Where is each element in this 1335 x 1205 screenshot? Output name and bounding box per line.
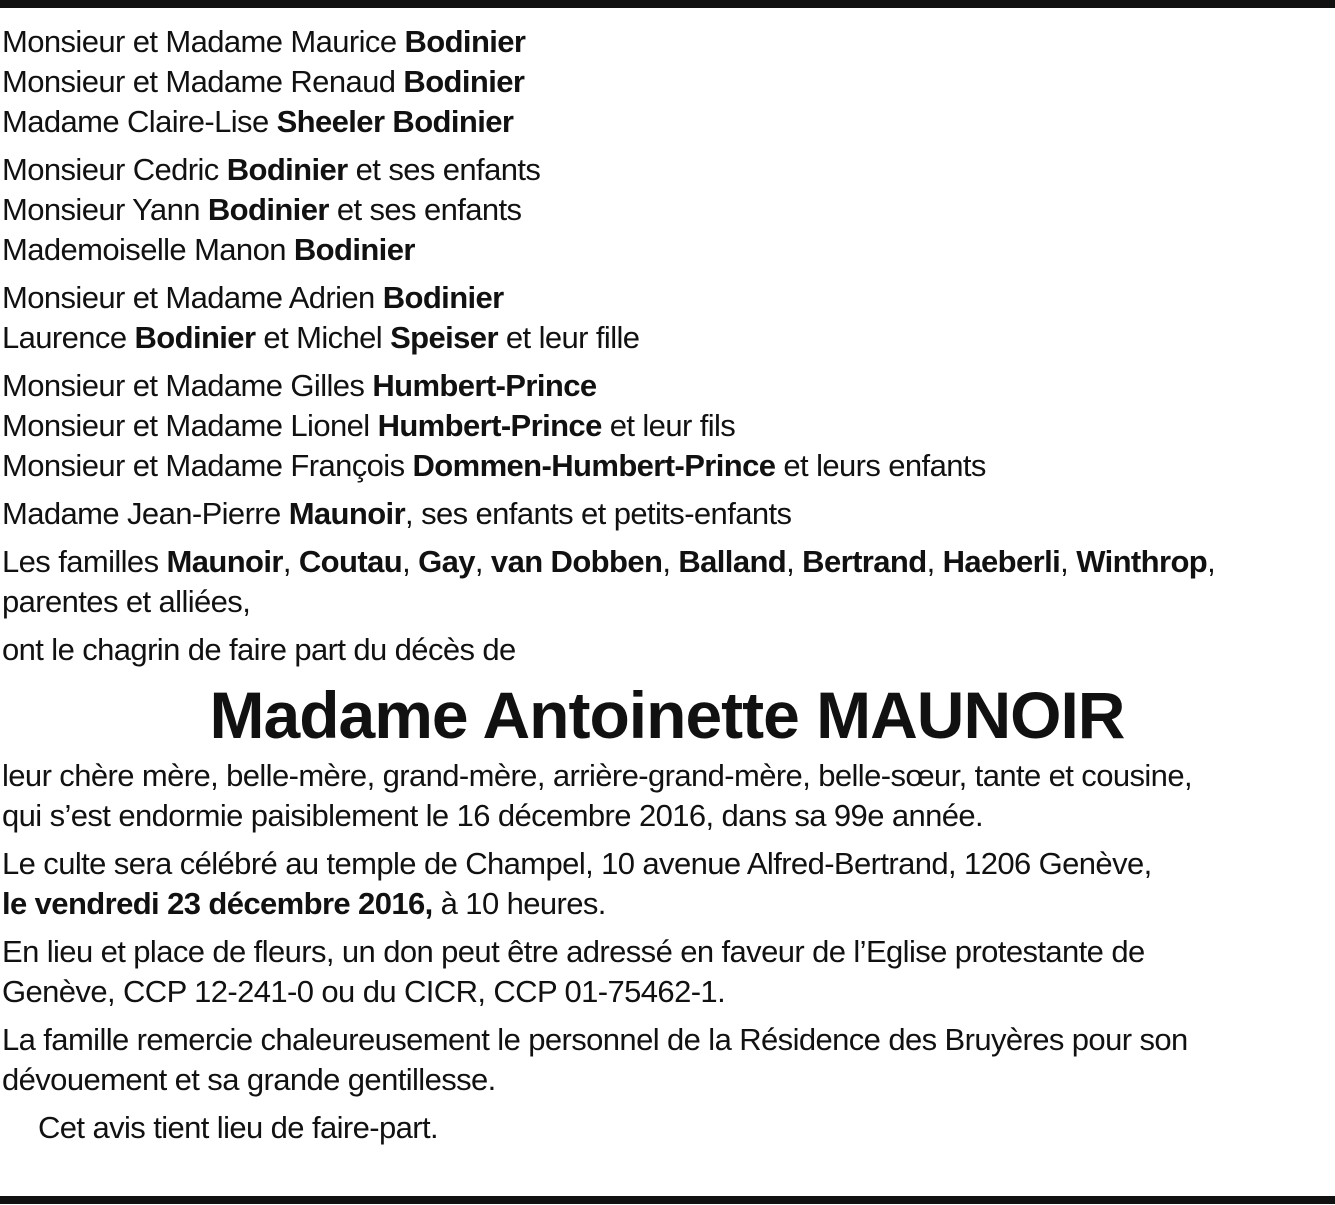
thanks-paragraph: La famille remercie chaleureusement le personnel de la Résidence des Bruyères pour son dévouement et sa grande gentillesse. <box>2 1022 1188 1097</box>
description-paragraph: leur chère mère, belle-mère, grand-mère, arrière-grand-mère, belle-sœur, tante et cousine, qui s’est endormie paisiblement le 16 décembre 2016, dans sa 99e année. <box>2 758 1192 833</box>
family-line: Madame Claire-Lise Sheeler Bodinier <box>2 104 514 139</box>
family-line: Monsieur Yann Bodinier et ses enfants <box>2 192 522 227</box>
notice-content <box>2 22 1332 1156</box>
bottom-border-rule <box>0 1196 1335 1204</box>
family-line: Monsieur et Madame Renaud Bodinier <box>2 64 525 99</box>
service-date-line: le vendredi 23 décembre 2016, à 10 heures. <box>2 886 606 921</box>
family-line: Madame Jean-Pierre Maunoir, ses enfants et petits-enfants <box>2 496 792 531</box>
family-line: Monsieur et Madame Adrien Bodinier <box>2 280 504 315</box>
family-group-3 <box>2 278 1332 358</box>
family-line: Monsieur et Madame François Dommen-Humbert-Prince et leurs enfants <box>2 448 986 483</box>
extended-families <box>2 542 1332 622</box>
family-group-4 <box>2 366 1332 486</box>
deceased-name: Madame Antoinette MAUNOIR <box>209 678 1125 752</box>
extended-families-line: Les familles Maunoir, Coutau, Gay, van Dobben, Balland, Bertrand, Haeberli, Winthrop, <box>2 544 1216 579</box>
family-group-5 <box>2 494 1332 534</box>
family-line: Monsieur et Madame Maurice Bodinier <box>2 24 526 59</box>
donation-paragraph: En lieu et place de fleurs, un don peut être adressé en faveur de l’Eglise protestante de Genève, CCP 12-241-0 ou du CICR, CCP 01-75462-1. <box>2 934 1145 1009</box>
extended-families-line-2: parentes et alliées, <box>2 584 251 619</box>
top-border-rule <box>0 0 1335 8</box>
family-line: Monsieur et Madame Gilles Humbert-Prince <box>2 368 597 403</box>
family-line: Monsieur et Madame Lionel Humbert-Prince et leur fils <box>2 408 736 443</box>
service-paragraph: Le culte sera célébré au temple de Champel, 10 avenue Alfred-Bertrand, 1206 Genève, le vendredi 23 décembre 2016, à 10 heures. <box>2 844 1332 924</box>
family-line: Mademoiselle Manon Bodinier <box>2 232 415 267</box>
family-group-2 <box>2 150 1332 270</box>
closing-line: Cet avis tient lieu de faire-part. <box>38 1110 439 1145</box>
announcement-text: ont le chagrin de faire part du décès de <box>2 632 516 667</box>
family-group-1 <box>2 22 1332 142</box>
family-line: Monsieur Cedric Bodinier et ses enfants <box>2 152 541 187</box>
laurence-line: Laurence Bodinier et Michel Speiser et leur fille <box>2 320 640 355</box>
